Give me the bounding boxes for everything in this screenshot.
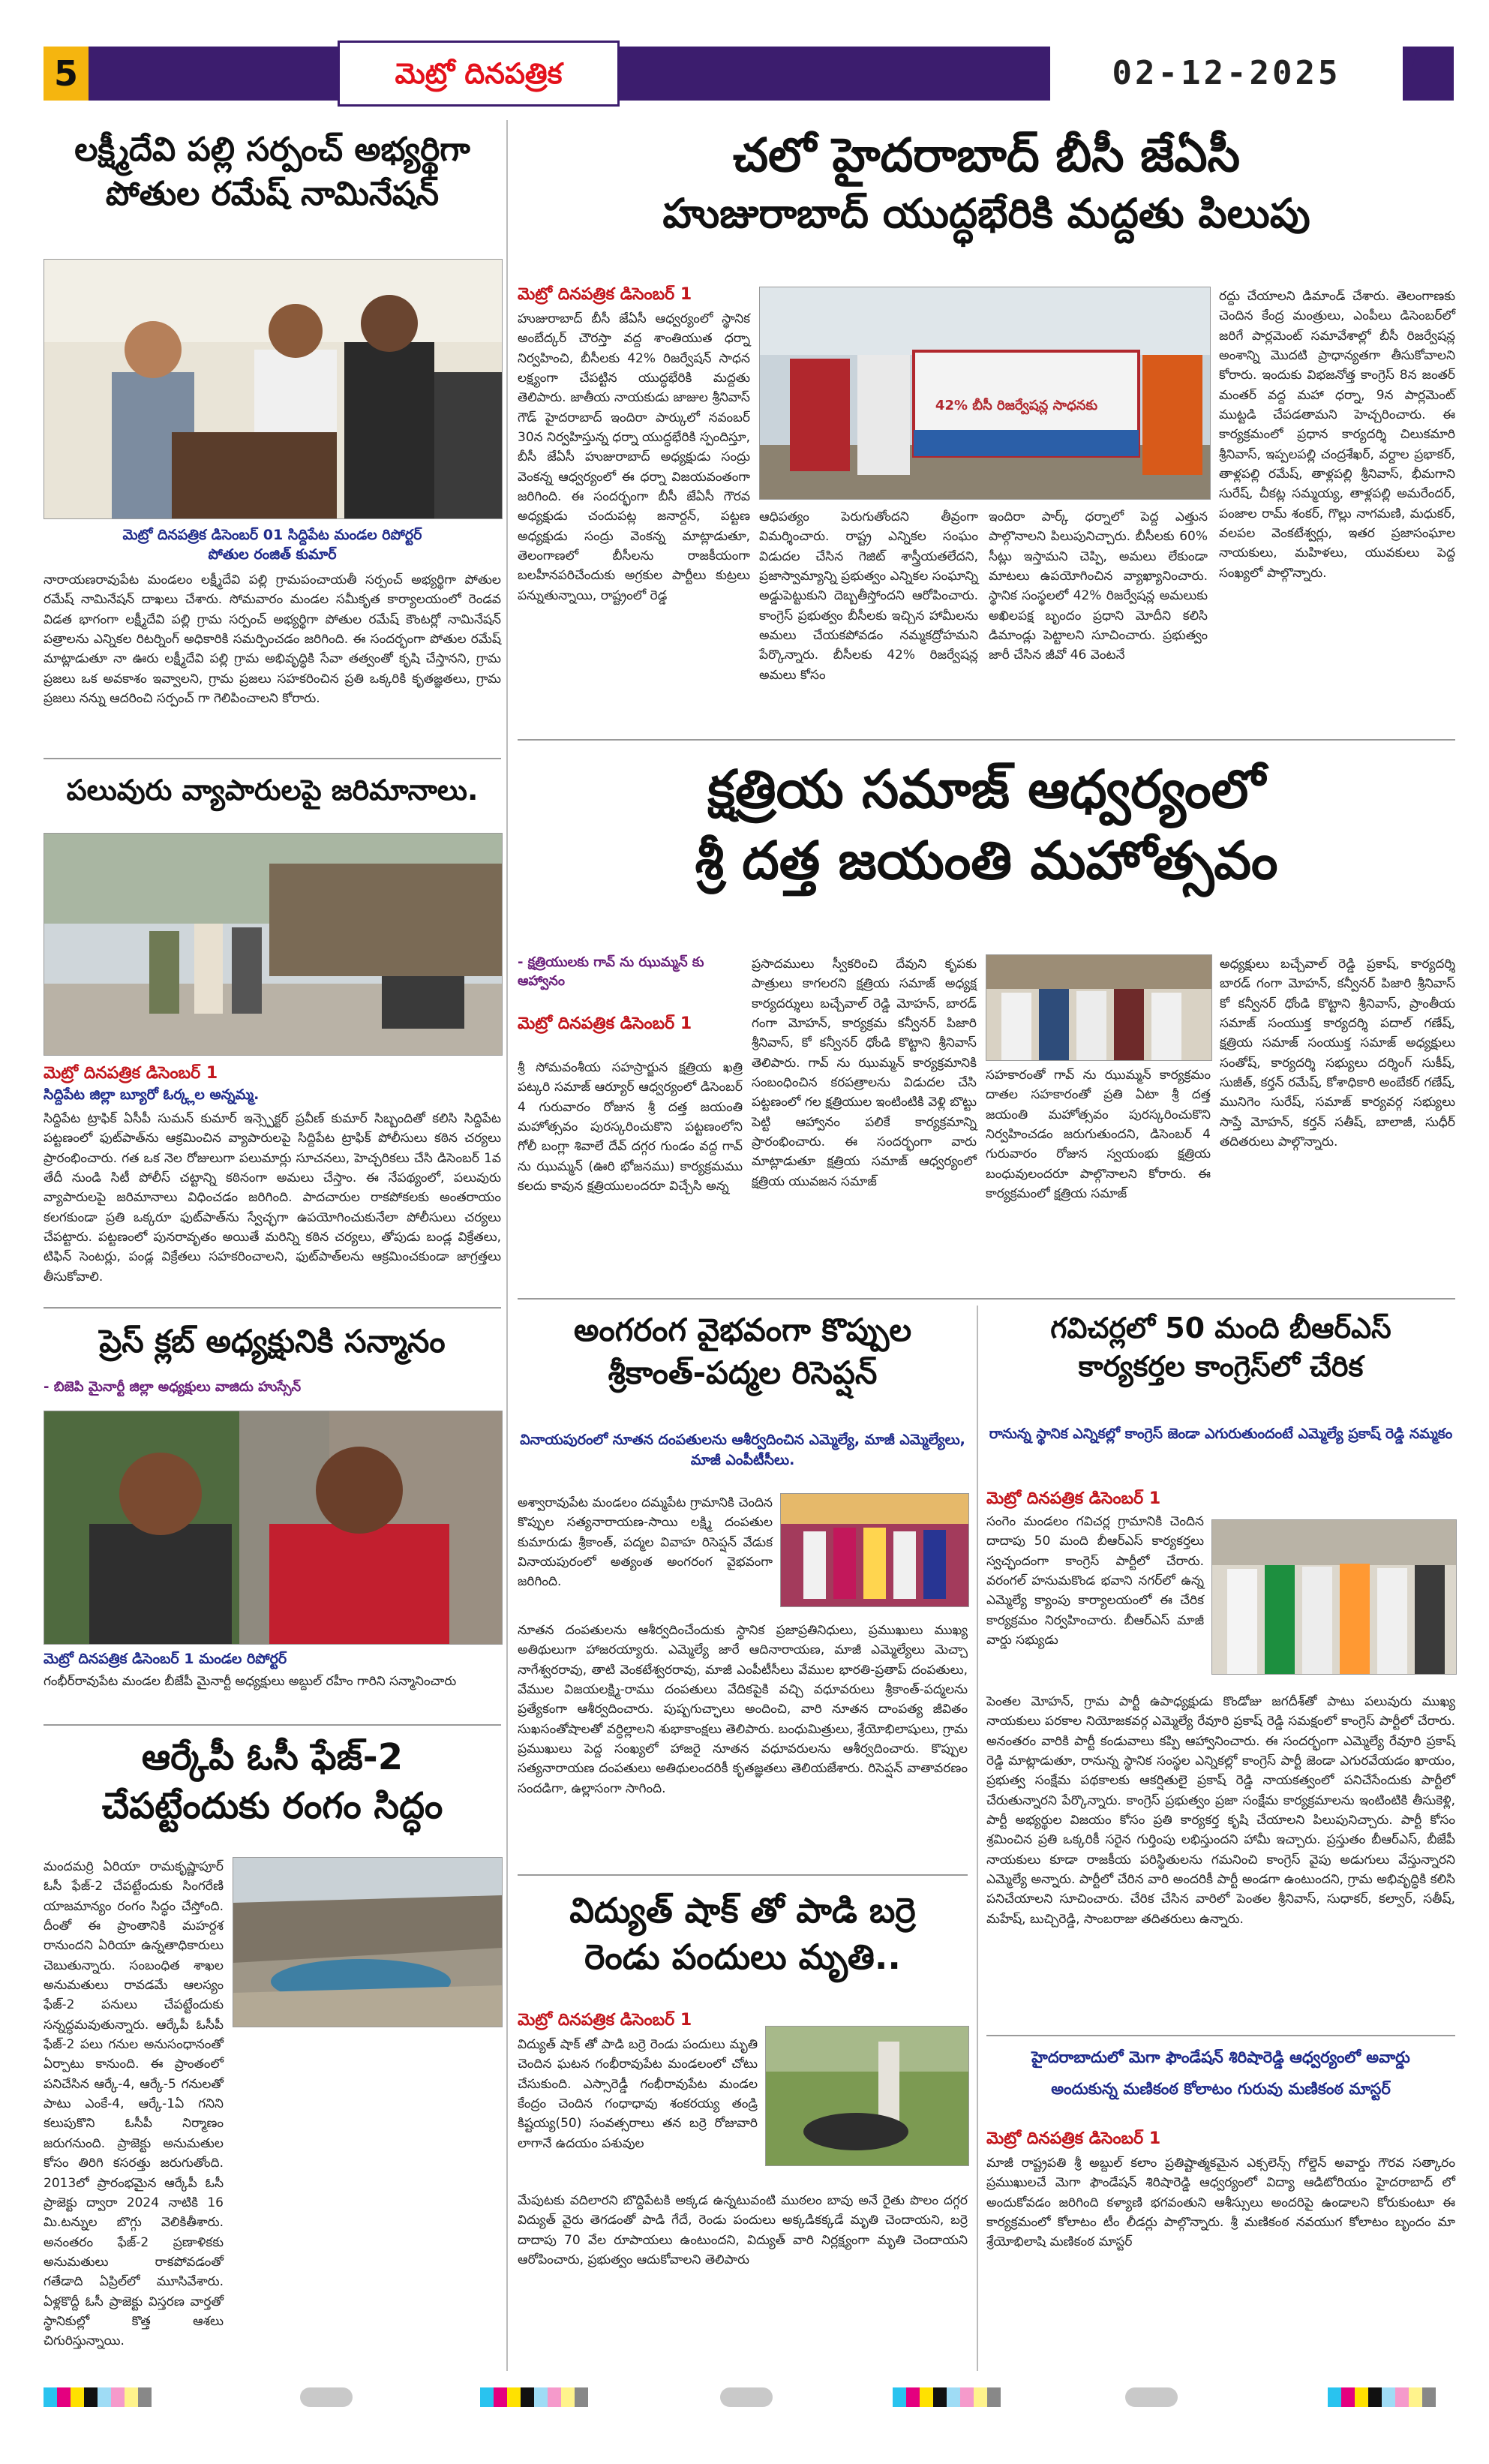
cmyk-swatch <box>1409 2387 1422 2407</box>
kshatriya-column-3: సహకారంతో గావ్ ను ఝుమ్మన్ కార్యక్రమం దాతల సహకారంతో ప్రతి ఏటా శ్రీ దత్త జయంతి మహోత్సవం పురస్కరించుకొని నిర్వహించడం జరుగుతుందని, డిసెంబర్ 4 గురువారం రోజున స్వయంభు క్షత్రియ బంధువులందరూ పాల్గొనాలని కోరారు. ఈ కార్యక్రమంలో క్షత్రియ సమాజ్ <box>986 1068 1211 1202</box>
cmyk-swatch <box>1368 2387 1382 2407</box>
column-rule-right <box>977 1306 978 2371</box>
cmyk-swatch <box>521 2387 534 2407</box>
cmyk-swatch <box>44 2387 57 2407</box>
cmyk-swatch <box>974 2387 987 2407</box>
story4-headline-line2: చేపట్టేందుకు రంగం సిద్ధం <box>101 1784 443 1827</box>
pamphlet-release-photo <box>986 955 1211 1060</box>
congress-dateline: మెట్రో దినపత్రిక డిసెంబర్ 1 <box>986 1489 1161 1508</box>
cmyk-swatch <box>1328 2387 1341 2407</box>
shock-photo <box>765 2026 969 2166</box>
wedding-subline: వినాయపురంలో నూతన దంపతులను ఆశీర్వదించిన ఎమ్మెల్యే, మాజీ ఎమ్మెల్యేలు, మాజీ ఎంపీటీసీలు. <box>520 1432 965 1468</box>
story4-body-intro <box>44 1857 224 2349</box>
story2-subline: సిద్దిపేట జిల్లా బ్యూరో ఓర్క్లల అన్నమ్మ. <box>44 1086 260 1103</box>
story1-body: నారాయణరావుపేట మండలం లక్ష్మీదేవి పల్లి గ్రామపంచాయతీ సర్పంచ్ అభ్యర్థిగా పోతుల రమేష్ నామినేషన్ దాఖలు చేశారు. సోమవారం మండల సమీకృత కార్యాలయంలో రెండవ విడత భాగంగా లక్ష్మీదేవి పల్లి గ్రామ సర్పంచ్ అభ్యర్థిగా పోతుల రమేష్ కౌంటర్లో నామినేషన్ పత్రాలను ఎన్నికల రిటర్నింగ్ అధికారికి సమర్పించడం జరిగింది. ఈ సందర్భంగా పోతుల రమేష్ మాట్లాడుతూ నా ఊరు లక్ష్మీదేవి పల్లి గ్రామ అభివృద్ధికి సేవా తత్వంతో కృషి చేస్తానని, గ్రామ ప్రజలు ఒక అవకాశం ఇవ్వాలని, గ్రామ ప్రజలు సహకరించిన ప్రతి ఒక్కరికి కృతజ్ఞతలు, గ్రామ ప్రజలు నన్ను ఆదరించి సర్పంచ్ గా గెలిపించాలని కోరారు. <box>44 572 501 707</box>
story4-photo <box>233 1857 503 2027</box>
cmyk-swatch <box>480 2387 494 2407</box>
story4-body-text: మందమర్రి ఏరియా రామకృష్ణాపూర్ ఓసీ ఫేజ్-2 చేపట్టేందుకు సింగరేణి యాజమాన్యం రంగం సిద్ధం చేస్తోంది. దీంతో ఈ ప్రాంతానికి మహర్దశ రానుందని ఏరియా ఉన్నతాధికారులు చెబుతున్నారు. సంబంధిత శాఖల అనుమతులు రావడమే ఆలస్యం ఫేజ్-2 పనులు చేపట్టేందుకు సన్నద్ధమవుతున్నారు. ఆర్కేపీ ఓసీపీ ఫేజ్-2 పలు గనుల అనుసంధానంతో ఏర్పాటు కానుంది. ఈ ప్రాంతంలో పనిచేసిన ఆర్కే-4, ఆర్కే-5 గనులతో పాటు ఎంకే-4, ఆర్కే-1ఏ గనిని కలుపుకొని ఓసీపీ నిర్మాణం జరుగనుంది. ప్రాజెక్టు అనుమతుల కోసం తిరిగి కసరత్తు జరుగుతోంది. 2013లో ప్రారంభమైన ఆర్కేపీ ఓసీ ప్రాజెక్టు ద్వారా 2024 నాటికి 16 మి.టన్నుల బొగ్గు వెలికితీశారు. అనంతరం ఫేజ్-2 ప్రణాళికకు అనుమతులు రాకపోవడంతో గతేడాది ఏప్రిల్‌లో మూసివేశారు. ఏళ్లకొద్దీ ఓసీ ప్రాజెక్టు విస్తరణ వార్తతో స్థానికుల్లో కొత్త ఆశలు చిగురిస్తున్నాయి. <box>44 1859 224 2349</box>
cmyk-swatch <box>57 2387 71 2407</box>
congress-headline-line1: గవిచర్లలో 50 మంది బీఆర్ఎస్ <box>1050 1312 1391 1345</box>
story3-body: గంభీర్‌రావుపేట మండల బీజేపీ మైనార్టీ అధ్యక్షులు అబ్దుల్ రహీం గారిని సన్మానించారు <box>44 1674 457 1689</box>
lead-column-2: ఆధిపత్యం పెరుగుతోందని తీవ్రంగా విమర్శించారు. రాష్ట్ర ఎన్నికల సంఘం విడుదల చేసిన గెజిట్ శాస్త్రీయతలేదని, ప్రజాస్వామ్యాన్ని ప్రభుత్వం ఎన్నికల సంఘాన్ని అడ్డుపెట్టుకుని దెబ్బతీస్తోందని ఆరోపించారు. కాంగ్రెస్ ప్రభుత్వం బీసీలకు ఇచ్చిన హామీలను అమలు చేయకపోవడం నమ్మకద్రోహమని పేర్కొన్నారు. బీసీలకు 42% రిజర్వేషన్ల అమలు కోసం <box>759 509 978 683</box>
congress-separator <box>986 2035 1455 2036</box>
lead-column-3: ఇందిరా పార్క్ ధర్నాలో పెద్ద ఎత్తున పాల్గొనాలని పిలుపునిచ్చారు. బీసీలకు 60% సీట్లు ఇస్తామని చెప్పి, అమలు లేకుండా మాటలు ఉపయోగించిన వ్యాఖ్యానించారు. స్థానిక సంస్థలలో 42% రిజర్వేషన్ల అమలుకు అఖిలపక్ష బృందం ప్రధాని మోదీని కలిసి డిమాండ్లు పెట్టాలని సూచించారు. ప్రభుత్వం జారీ చేసిన జీవో 46 వెంటనే <box>989 509 1208 663</box>
wedding-photo <box>780 1493 969 1607</box>
newspaper-logo[interactable] <box>338 41 620 107</box>
story1-caption-2: పోతుల రంజిత్ కుమార్ <box>208 546 337 563</box>
logo-text: మెట్రో దినపత్రిక <box>395 57 563 90</box>
cmyk-swatch <box>548 2387 561 2407</box>
congress-body: పెంతల మోహన్, గ్రామ పార్టీ ఉపాధ్యక్షుడు కొండోజు జగదీశ్‌తో పాటు పలువురు ముఖ్య నాయకులు పరకాల నియోజకవర్గ ఎమ్మెల్యే రేవూరి ప్రకాష్ రెడ్డి సమక్షంలో కాంగ్రెస్ పార్టీలో చేరారు. అనంతరం వారికి పార్టీ కండువాలు కప్పి ఆహ్వానించారు. ఈ సందర్భంగా ఎమ్మెల్యే రేవూరి ప్రకాష్ రెడ్డి మాట్లాడుతూ, రానున్న స్థానిక సంస్థల ఎన్నికల్లో కాంగ్రెస్ పార్టీ జెండా ఎగురవేయడం ఖాయం, ప్రభుత్వ సంక్షేమ పథకాలకు ఆకర్షితులై ప్రకాష్ రెడ్డి నాయకత్వంలో పనిచేసేందుకు పార్టీలో చేరుతున్నారని పేర్కొన్నారు. కాంగ్రెస్ ప్రభుత్వం ప్రజా సంక్షేమ కార్యక్రమాలను ఇంటింటికి తీసుకెళ్లి, పార్టీ అభ్యర్థుల విజయం కోసం ప్రతి కార్యకర్త కృషి చేయాలని పిలుపునిచ్చారు. పార్టీ కోసం శ్రమించిన ప్రతి ఒక్కరికీ సరైన గుర్తింపు లభిస్తుందని హామీ ఇచ్చారు. ప్రస్తుతం బీఆర్ఎస్, బీజేపీ నాయకులు కూడా రాజకీయ పరిస్థితులను గమనించి కాంగ్రెస్ వైపు అడుగులు వేస్తున్నారని ఎమ్మెల్యే అన్నారు. పార్టీలో చేరిన వారి అందరికీ పార్టీ అండగా ఉంటుందని, గ్రామ అభివృద్ధికి కలిసి పనిచేయాలని సూచించారు. చేరిక చేసిన వారిలో పెంతల శ్రీనివాస్, సుధాకర్, కల్వార్, సతీష్, మహేష్, బుచ్చిరెడ్డి, సాంబరాజు తదితరులు ఉన్నారు. <box>986 1694 1455 1927</box>
story4-headline-line1: ఆర్కేపీ ఓసీ ఫేజ్-2 <box>141 1736 404 1778</box>
award-dateline: మెట్రో దినపత్రిక డిసెంబర్ 1 <box>986 2129 1161 2148</box>
cmyk-strip-4 <box>1328 2387 1436 2407</box>
congress-subline: రానున్న స్థానిక ఎన్నికల్లో కాంగ్రెస్ జెండా ఎగురుతుందంటే ఎమ్మెల్యే ప్రకాష్ రెడ్డి నమ్మకం <box>989 1426 1453 1442</box>
story1-photo <box>44 259 503 519</box>
story3-headline[interactable]: ప్రెస్ క్లబ్ అధ్యక్షునికి సన్మానం <box>99 1323 446 1360</box>
registration-pill-2 <box>720 2387 773 2407</box>
award-body: మాజీ రాష్ట్రపతి శ్రీ అబ్దుల్ కలాం ప్రతిష్టాత్మకమైన ఎక్సలెన్స్ గోల్డెన్ అవార్డు గౌరవ సత్కారం ప్రముఖులచే మెగా ఫౌండేషన్ శిరిషారెడ్డి ఆధ్వర్యంలో విద్యా ఆడిటోరియం హైదరాబాద్ లో అందుకోవడం జరిగింది కళ్యాణి భగవంతుని ఆశీస్సులు అందరిపై ఉండాలని కోరుకుంటూ ఈ కార్యక్రమంలో కోలాటం టీం లీడర్లు పాల్గొన్నారు. శ్రీ మణికంఠ నవయుగ కోలాటం బృందం మా శ్రేయోభిలాషి మణికంఠ మాస్టర్ <box>986 2156 1455 2250</box>
registration-pill-3 <box>1125 2387 1178 2407</box>
wedding-headline-line2: శ్రీకాంత్-పద్మల రిసెప్షన్ <box>608 1354 878 1391</box>
cmyk-swatch <box>920 2387 933 2407</box>
kshatriya-headline-line1: క్షత్రియ సమాజ్ ఆధ్వర్యంలో <box>707 759 1265 820</box>
opencast-mine-photo <box>233 1858 502 2027</box>
cmyk-swatch <box>138 2387 152 2407</box>
congress-body-top: సంగెం మండలం గవిచర్ల గ్రామానికి చెందిన దాదాపు 50 మంది బీఆర్ఎస్ కార్యకర్తలు స్వచ్ఛందంగా కాంగ్రెస్ పార్టీలో చేరారు. వరంగల్ హనుమకొండ భవాని నగర్‌లో ఉన్న ఎమ్మెల్యే క్యాంపు కార్యాలయంలో ఈ చేరిక కార్యక్రమం నిర్వహించారు. బీఆర్ఎస్ మాజీ వార్డు సభ్యుడు <box>986 1514 1204 1648</box>
felicitation-photo <box>44 1411 502 1644</box>
cmyk-swatch <box>893 2387 906 2407</box>
story3-subline: - బిజెపి మైనార్టీ జిల్లా అధ్యక్షులు వాజిదు హుస్సేన్ <box>44 1379 302 1395</box>
kshatriya-separator <box>518 1298 1455 1300</box>
kshatriya-subline: - క్షత్రియులకు గావ్ ను ఝుమ్మన్ కు ఆహ్వానం <box>518 954 704 989</box>
cmyk-swatch <box>947 2387 960 2407</box>
lead-column-4: రద్దు చేయాలని డిమాండ్ చేశారు. తెలంగాణకు చెందిన కేంద్ర మంత్రులు, ఎంపీలు డిసెంబర్‌లో జరిగే పార్లమెంట్ సమావేశాల్లో బీసీ రిజర్వేషన్ల అంశాన్ని మొదటి ప్రాధాన్యతగా తీసుకోవాలని కోరారు. ఇందుకు విభజనోత్త కాంగ్రెస్ 8న జంతర్ మంతర్ వద్ద మహా ధర్నా, 9న పార్లమెంట్ ముట్టడి చేపడతామని హెచ్చరించారు. ఈ కార్యక్రమంలో ప్రధాన కార్యదర్శి చిలుకమారి శ్రీనివాస్, ఇప్పలపల్లి చంద్రశేఖర్, వర్దాల ప్రభాకర్, తాళ్లపల్లి రమేష్, తాళ్లపల్లి శ్రీనివాస్, భీమగాని సురేష్, చీకట్ల సమ్మయ్య, తాళ్లపల్లి అమరేందర్, పంజాల రామ్ శంకర్, గొల్లు నాగమణి, మధుకర్, వలపల వెంకటేశ్వర్లు, ఇతర ప్రజాసంఘాల నాయకులు, మహిళలు, యువకులు పెద్ద సంఖ్యలో పాల్గొన్నారు. <box>1219 289 1455 581</box>
story3-caption: మెట్రో దినపత్రిక డిసెంబర్ 1 మండల రిపోర్టర్ <box>44 1651 287 1667</box>
issue-date: 02-12-2025 <box>1050 47 1403 101</box>
cmyk-swatch <box>1341 2387 1355 2407</box>
wedding-headline[interactable] <box>518 1309 968 1394</box>
lead-dateline: మెట్రో దినపత్రిక డిసెంబర్ 1 <box>518 285 692 304</box>
cmyk-swatch <box>960 2387 974 2407</box>
cmyk-swatch <box>71 2387 84 2407</box>
story3-photo <box>44 1411 503 1645</box>
lead-headline[interactable] <box>518 124 1455 242</box>
lead-photo <box>759 287 1211 500</box>
lead-column-1: హుజురాబాద్ బీసీ జేఏసీ ఆధ్వర్యంలో స్థానిక అంబేద్కర్ చౌరస్తా వద్ద శాంతియుత ధర్నా నిర్వహించి, బీసీలకు 42% రిజర్వేషన్ సాధన లక్ష్యంగా చేపట్టిన యుద్ధభేరికి మద్దతు తెలిపారు. జాతీయ నాయకుడు జాజుల శ్రీనివాస్ గౌడ్ హైదరాబాద్ ఇందిరా పార్కులో నవంబర్ 30న నిర్వహిస్తున్న ధర్నా యుద్ధభేరికి స్పందిస్తూ, బీసీ జేఏసీ హుజురాబాద్ అధ్యక్షుడు సంద్రు వెంకన్న ఆధ్వర్యంలో ఈ ధర్నా విజయవంతంగా జరిగింది. ఈ సందర్భంగా బీసీ జేఏసీ గౌరవ అధ్యక్షుడు చందుపట్ల జనార్దన్, పట్టణ అధ్యక్షుడు సంద్రు వెంకన్న మాట్లాడుతూ, తెలంగాణలో బీసీలను రాజకీయంగా బలహీనపరిచేందుకు అగ్రకుల పార్టీలు కుట్రలు పన్నుతున్నాయి, రాష్ట్రంలో రెడ్డ <box>518 311 750 603</box>
shock-dateline: మెట్రో దినపత్రిక డిసెంబర్ 1 <box>518 2011 692 2030</box>
cmyk-swatch <box>1422 2387 1436 2407</box>
congress-headline[interactable] <box>986 1309 1455 1387</box>
award-headline[interactable] <box>986 2047 1455 2100</box>
story1-separator <box>44 758 501 759</box>
cmyk-strip-2 <box>480 2387 588 2407</box>
cmyk-swatch <box>507 2387 521 2407</box>
story4-body-continued <box>44 2037 501 2367</box>
kshatriya-headline[interactable] <box>518 754 1455 896</box>
bc-jac-protest-photo <box>760 287 1210 499</box>
cmyk-swatch <box>1355 2387 1368 2407</box>
story1-headline-line2: పోతుల రమేష్ నామినేషన్ <box>105 175 440 214</box>
traffic-police-photo <box>44 834 502 1055</box>
cmyk-swatch <box>561 2387 575 2407</box>
story1-caption-1: మెట్రో దినపత్రిక డిసెంబర్ 01 సిద్దిపేట మండల రిపోర్టర్ <box>122 527 422 543</box>
story1-headline-line1: లక్ష్మీదేవి పల్లి సర్పంచ్ అభ్యర్థిగా <box>74 131 470 169</box>
page-number: 5 <box>44 47 89 101</box>
cmyk-swatch <box>125 2387 138 2407</box>
cmyk-strip-3 <box>893 2387 1001 2407</box>
kshatriya-column-2: ప్రసాదములు స్వీకరించి దేవుని కృపకు పాత్రులు కాగలరని క్షత్రియ సమాజ్ అధ్యక్ష కార్యదర్శులు బచ్చేవాల్ రెడ్డి మోహన్, బారడ్ గంగా మోహన్, కార్యక్రమ కన్వీనర్ పిజారి శ్రీనివాస్, కో కన్వీనర్ ధోండి కొట్టాని శ్రీనివాస్ తెలిపారు. గావ్ ను ఝుమ్మన్ కార్యక్రమానికి సంబంధించిన కరపత్రాలను విడుదల చేసి పట్టణంలో గల క్షత్రియుల ఇంటింటికి వెళ్లి బొట్టు పెట్టి ఆహ్వానం పలికే కార్యక్రమాన్ని ప్రారంభించారు. ఈ సందర్భంగా వారు మాట్లాడుతూ క్షత్రియ సమాజ్ ఆధ్వర్యంలో క్షత్రియ యువజన సమాజ్ <box>752 957 977 1189</box>
wedding-separator <box>518 1874 968 1876</box>
cmyk-swatch <box>575 2387 588 2407</box>
shock-headline-line1: విద్యుత్ షాక్ తో పాడి బర్రె <box>569 1890 916 1931</box>
kshatriya-photo <box>986 954 1212 1061</box>
story4-headline[interactable] <box>44 1733 501 1831</box>
lead-headline-line2: హుజురాబాద్ యుద్ధభేరికి మద్దతు పిలుపు <box>662 189 1310 237</box>
cmyk-strip-1 <box>44 2387 152 2407</box>
lead-separator <box>518 739 1455 741</box>
story3-separator <box>44 1724 501 1726</box>
protest-banner-text: 42% బీసీ రిజర్వేషన్ల సాధనకు <box>935 398 1098 413</box>
kshatriya-column-4: అధ్యక్షులు బచ్చేవాల్ రెడ్డి ప్రకాష్, కార్యదర్శి బారడ్ గంగా మోహన్, కన్వీనర్ పిజారి శ్రీనివాస్ కో కన్వీనర్ ధోండి కొట్టాని శ్రీనివాస్, ప్రాంతీయ సమాజ్ సంయుక్త కార్యదర్శి పదాల్ గణేష్, క్షత్రియ సమాజ్ సంయుక్త సమాజ్ అధ్యక్షులు సంతోష్, కార్యదర్శి సభ్యులు దర్శింగ్ సుకీష్, సుజీత్, కర్తన్ రమేష్, కోశాధికారి అంబేకర్ గణేష్, మునిగెం సురేష్, సమాజ్ కార్యవర్గ సభ్యులు సాప్తే మోహన్, కర్తన్ సతీష్, బాలాజీ, సుధీర్ తదితరులు పాల్గొన్నారు. <box>1220 957 1455 1150</box>
cmyk-swatch <box>1395 2387 1409 2407</box>
story2-headline[interactable]: పలువురు వ్యాపారులపై జరిమానాలు. <box>66 774 479 807</box>
nomination-photo <box>44 260 502 518</box>
cmyk-swatch <box>111 2387 125 2407</box>
cmyk-swatch <box>1382 2387 1395 2407</box>
story2-photo <box>44 833 503 1056</box>
congress-photo <box>1211 1519 1457 1675</box>
award-headline-line2: అందుకున్న మణికంఠ కోలాటం గురువు మణికంఠ మాస్టర్ <box>1051 2080 1391 2099</box>
cmyk-swatch <box>494 2387 507 2407</box>
cmyk-swatch <box>987 2387 1001 2407</box>
reception-stage-photo <box>781 1494 968 1606</box>
story2-dateline: మెట్రో దినపత్రిక డిసెంబర్ 1 <box>44 1064 218 1083</box>
kshatriya-column-1: శ్రీ సోమవంశీయ సహస్రార్జున క్షత్రియ ఖత్రి పట్కరి సమాజ్ ఆర్యూర్ ఆధ్వర్యంలో డిసెంబర్ 4 గురువారం రోజున శ్రీ దత్త జయంతి మహోత్సవం పురస్కరించుకొని పట్టణంలోని గోలీ బంగ్లా శివాలే దేవ్ దగ్గర గుండం వద్ద గావ్ ను ఝుమ్మన్ (ఊరి భోజనము) కార్యక్రమము కలదు కావున క్షత్రియులందరూ విచ్చేసి అన్న <box>518 1060 743 1194</box>
dead-buffalo-photo <box>766 2027 968 2165</box>
shock-body: మేపుటకు వదిలారని బొద్దిపేటకి అక్కడ ఉన్నటువంటి ముఠలం బావు అనే రైతు పొలం దగ్గర విద్యుత్ వైరు తెగడంతో పాడి గేదే, రెండు పందులు అక్కడికక్కడే మృతి చెందాయని, బర్రె దాదాపు 70 వేల రూపాయలు ఉంటుందని, విద్యుత్ వారి నిర్లక్ష్యంగా మృతి చెందాయని ఆరోపించారు, ప్రభుత్వం ఆదుకోవాలని తెలిపారు <box>518 2193 968 2268</box>
lead-headline-line1: చలో హైదరాబాద్ బీసీ జేఏసీ <box>732 128 1241 182</box>
award-headline-line1: హైదరాబాదులో మెగా ఫౌండేషన్ శిరిషారెడ్డి ఆధ్వర్యంలో అవార్డు <box>1031 2048 1410 2066</box>
kshatriya-headline-line2: శ్రీ దత్త జయంతి మహోత్సవం <box>695 829 1278 891</box>
congress-headline-line2: కార్యకర్తల కాంగ్రెస్‌లో చేరిక <box>1078 1350 1364 1384</box>
shock-headline-line2: రెండు పందులు మృతి.. <box>584 1937 901 1978</box>
wedding-body-top: అశ్వారావుపేట మండలం దమ్మపేట గ్రామానికి చెందిన కొప్పుల సత్యనారాయణ-సాయి లక్ష్మి దంపతుల కుమారుడు శ్రీకాంత్, పద్మల వివాహ రిసెప్షన్ వేడుక వినాయపురంలో అత్యంత అంగరంగ వైభవంగా జరిగింది. <box>518 1495 773 1590</box>
kshatriya-dateline: మెట్రో దినపత్రిక డిసెంబర్ 1 <box>518 1014 692 1033</box>
cmyk-swatch <box>906 2387 920 2407</box>
story2-separator <box>44 1307 501 1309</box>
cmyk-swatch <box>84 2387 98 2407</box>
column-rule-left <box>506 120 508 2371</box>
cmyk-swatch <box>933 2387 947 2407</box>
story1-headline[interactable] <box>44 128 501 217</box>
party-joining-photo <box>1212 1520 1456 1674</box>
shock-headline[interactable] <box>518 1887 968 1980</box>
cmyk-swatch <box>534 2387 548 2407</box>
registration-pill-1 <box>300 2387 353 2407</box>
shock-body-top: విద్యుత్ షాక్ తో పాడి బర్రె రెండు పందులు మృతి చెందిన ఘటన గంభీరావుపేట మండలంలో చోటు చేసుకుంది. ఎస్సారెడ్డీ గంభీరావుపేట మండల కేంద్రం చెందిన గంధాధావు శంకరయ్య తండ్రి కిష్టయ్య(50) సంవత్సరాలు తన బర్రె రోజువారి లాగానే ఉదయం పశువుల <box>518 2037 758 2151</box>
story2-body: సిద్దిపేట ట్రాఫిక్ ఏసీపీ సుమన్ కుమార్ ఇన్స్పెక్టర్ ప్రవీణ్ కుమార్ సిబ్బందితో కలిసి సిద్దిపేట పట్టణంలో ఫుట్‌పాత్‌ను ఆక్రమించిన వ్యాపారులపై సిద్దిపేట ట్రాఫిక్ పోలీసులు కఠిన చర్యలు ప్రారంభించారు. గత ఒక నెల రోజులుగా పలుమార్లు సూచనలు, హెచ్చరికలు చేసి డిసెంబర్ 1వ తేదీ నుండి సిటీ పోలీస్ చట్టాన్ని కఠినంగా అమలు చేస్తాం. ఈ నేపథ్యంలో, పలువురు వ్యాపారులపై జరిమానాలు విధించడం జరిగింది. పాదచారుల రాకపోకలకు అంతరాయం కలగకుండా ప్రతి ఒక్కరూ ఫుట్‌పాత్‌ను స్వేచ్ఛగా ఉపయోగించుకునేలా పోలీసులు చర్యలు చేపట్టారు. పట్టణంలో పునరావృతం అయితే మరిన్ని కఠిన చర్యలు, తోపుడు బండ్ల విక్రేతలు, టిఫిన్ సెంటర్లు, పండ్ల విక్రేతలు సహకరించాలని, ఫుట్‌పాత్‌లను ఆక్రమించకుండా జాగ్రత్తలు తీసుకోవాలి. <box>44 1111 501 1285</box>
wedding-headline-line1: అంగరంగ వైభవంగా కొప్పుల <box>573 1312 912 1348</box>
cmyk-swatch <box>98 2387 111 2407</box>
wedding-body: నూతన దంపతులను ఆశీర్వదించేందుకు స్థానిక ప్రజాప్రతినిధులు, ప్రముఖులు ముఖ్య అతిథులుగా హాజరయ్యారు. ఎమ్మెల్యే జారే ఆదినారాయణ, మాజీ ఎమ్మెల్యేలు మెచ్చా నాగేశ్వరరావు, తాటి వెంకటేశ్వరరావు, మాజీ ఎంపీటీసీలు వేముల భారతి-ప్రతాప్ దంపతులు, వేముల విజయలక్ష్మి-రాము దంపతులు వేదికపైకి వచ్చి వధూవరులు శ్రీకాంత్-పద్మలను ప్రత్యేకంగా ఆశీర్వదించారు. పుష్పగుచ్ఛాలు అందించి, వారి నూతన దాంపత్య జీవితం సుఖసంతోషాలతో వర్ధిల్లాలని శుభాకాంక్షలు తెలిపారు. బంధుమిత్రులు, శ్రేయోభిలాషులు, గ్రామ ప్రముఖులు పెద్ద సంఖ్యలో హాజరై నూతన వధూవరులను ఆశీర్వదించారు. కొప్పుల సత్యనారాయణ దంపతులు అతిథులందరికీ కృతజ్ఞతలు తెలియజేశారు. రిసెప్షన్ వాతావరణం సందడిగా, ఉల్లాసంగా సాగింది. <box>518 1623 968 1796</box>
